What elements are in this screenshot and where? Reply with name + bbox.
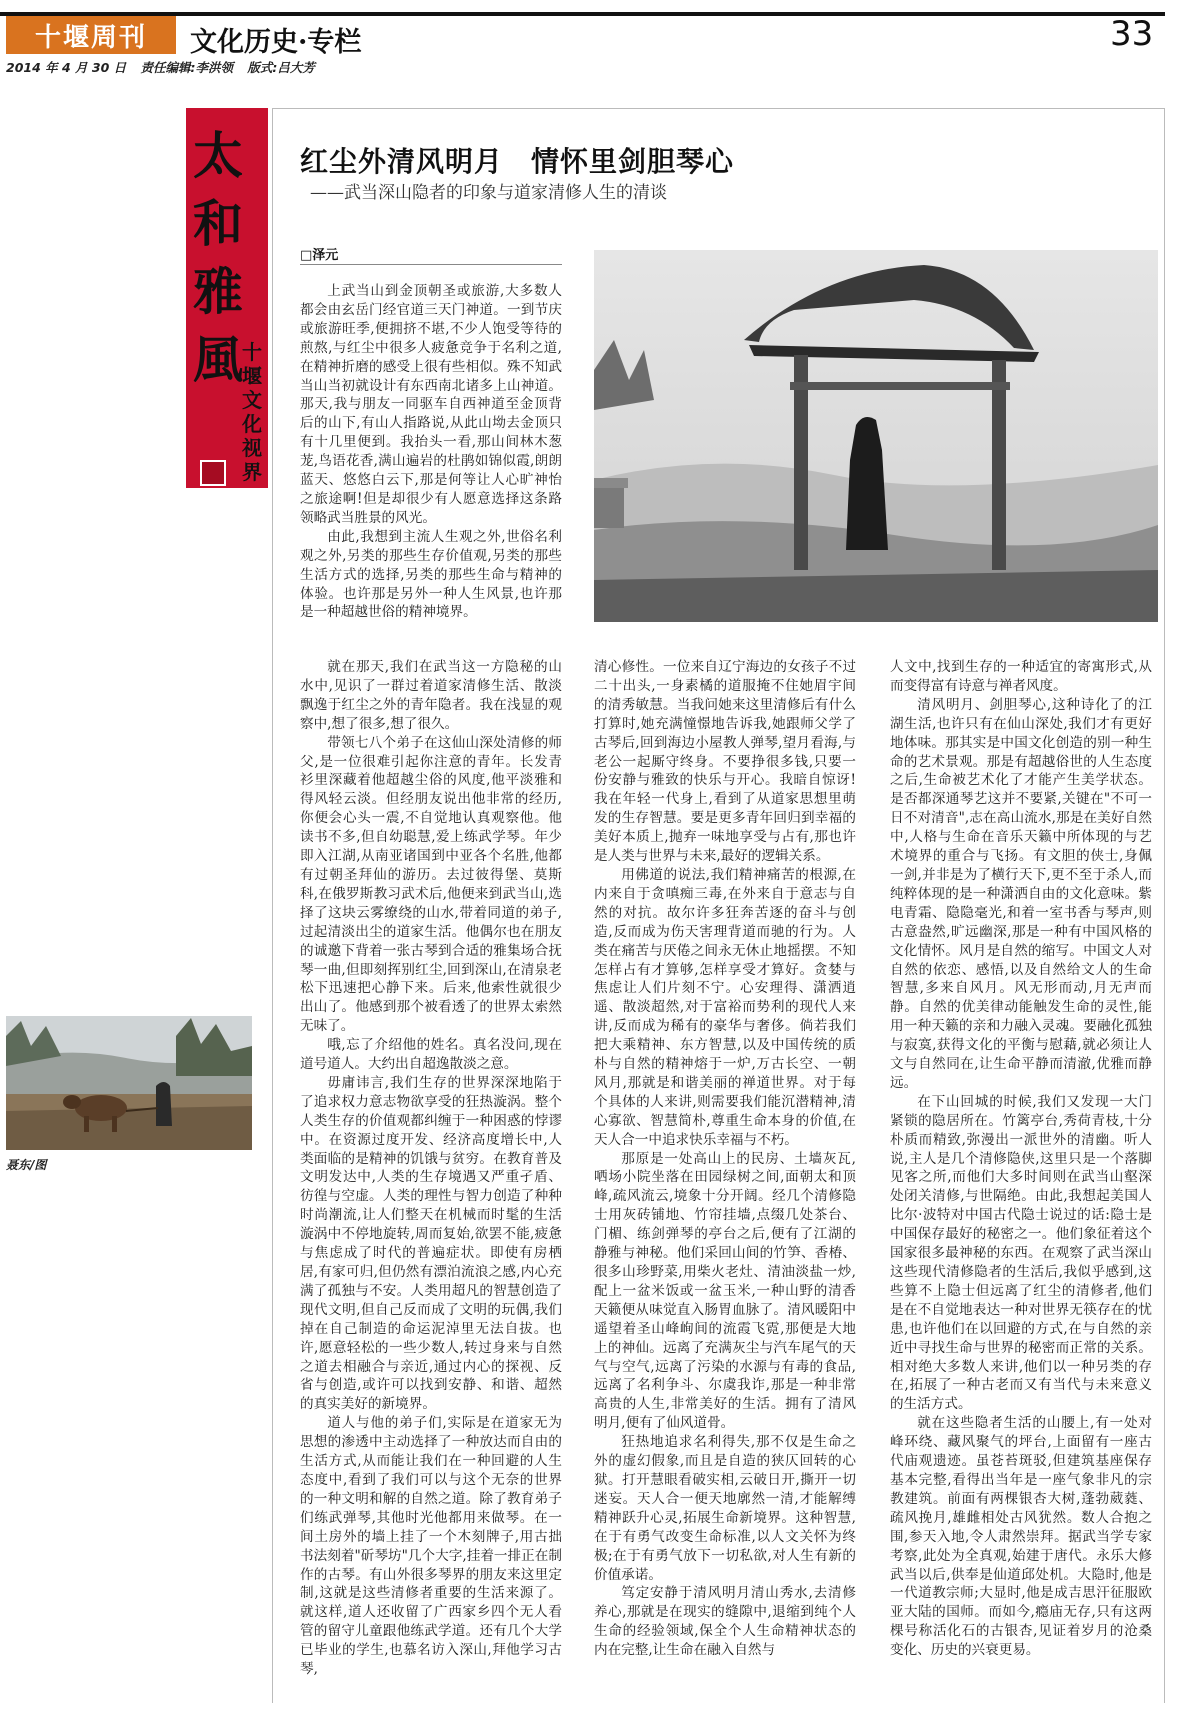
author-byline: □泽元 (300, 248, 339, 263)
photo-credit: 聂东/图 (6, 1158, 47, 1172)
article-column-1: 上武当山到金顶朝圣或旅游,大多数人都会由玄岳门经官道三天门神道。一到节庆或旅游旺季,便拥挤不堪,不少人饱受等待的煎熬,与红尘中很多人疲惫竞争于名利之道,在精神折磨的感受上很有些相似。殊不知武当山当初就设计有东西南北诸多上山神道。那天,我与朋友一同驱车自西神道至金顶背后的山下,有山人指路说,从此山坳去金顶只有十几里便到。我抬头一看,那山间林木葱茏,鸟语花香,满山遍岩的杜鹃如锦似霞,朗朗蓝天、悠悠白云下,那是何等让人心旷神怡之旅途啊!但是却很少有人愿意选择这条路领略武当胜景的风光。 由此,我想到主流人生观之外,世俗名利观之外,另类的那些生存价值观,另类的那些生活方式的选择,另类的那些生命与精神的体验。也许那是另外一种人生风景,也许那是一种超越世俗的精神境界。 (300, 283, 562, 621)
byline-divider (300, 264, 562, 265)
article-column-3: 清心修性。一位来自辽宁海边的女孩子不过二十出头,一身素橘的道服掩不住她眉宇间的清秀敏慧。当我问她来这里清修后有什么打算时,她充满憧憬地告诉我,她跟师父学了古琴后,回到海边小屋教人弹琴,望月看海,与老公一起厮守终身。不要挣很多钱,只要一份安静与雅致的快乐与开心。我暗自惊讶!我在年轻一代身上,看到了从道家思想里萌发的生存智慧。要是更多青年回归到幸福的美好本质上,抛弃一味地享受与占有,那也许是人类与世界与未来,最好的逻辑关系。 用佛道的说法,我们精神痛苦的根源,在内来自于贪嗔痴三毒,在外来自于意志与自然的对抗。故尔许多狂奔苦逐的奋斗与创造,反而成为伤天害理背道而驰的行为。人类在痛苦与厌倦之间永无休止地摇摆。不知怎样占有才算够,怎样享受才算好。贪婪与焦虑让人们片刻不宁。心安理得、潇洒逍遥、散淡超然,对于富裕而势利的现代人来讲,反而成为稀有的豪华与奢侈。倘若我们把大乘精神、东方智慧,以及中国传统的质朴与自然的精神熔于一炉,万古长空、一朝风月,那就是和谐美丽的禅道世界。对于每个具体的人来讲,则需要我们能沉潜精神,清心寡欲、智慧简朴,尊重生命本身的价值,在天人合一中追求快乐幸福与不朽。 那原是一处高山上的民房、土墙灰瓦,哂场小院坐落在田园绿树之间,面朝太和顶峰,疏风流云,境象十分开阔。经几个清修隐士用灰砖铺地、竹帘挂墙,点缀几处茶台、门楣、练剑弹琴的亭台之后,便有了江湖的静雅与神秘。他们采回山间的竹笋、香椿、很多山珍野菜,用柴火老灶、清油淡盐一炒,配上一盆米饭或一盆玉米,一种山野的清香天籁便从味觉直入肠胃血脉了。清风暖阳中遥望着圣山峰峋间的流霞飞霓,那便是大地上的神仙。远离了充满灰尘与汽车尾气的天气与空气,远离了污染的水源与有毒的食品,远离了名利争斗、尔虞我诈,那是一种非常高贵的人生,非常美好的生活。拥有了清风明月,便有了仙风道骨。 狂热地追求名利得失,那不仅是生命之外的虚幻假象,而且是自造的狭仄回转的心狱。打开慧眼看破实相,云破日开,撕开一切迷妄。天人合一便天地廓然一清,才能解缚精神跃升心灵,拓展生命新境界。这种智慧,在于有勇气改变生命标准,以人文关怀为终极;在于有勇气放下一切私欲,对人生有新的价值承诺。 笃定安静于清风明月清山秀水,去清修养心,那就是在现实的缝隙中,退缩到纯个人生命的经验领域,保全个人生命精神状态的内在完整,让生命在融入自然与 (594, 659, 856, 1659)
section-name: 文化历史·专栏 (190, 27, 362, 58)
frame-top (272, 108, 1165, 109)
paper-name: 十堰周刊 (6, 16, 176, 54)
ox-ploughing-photo (6, 1016, 252, 1150)
column-banner (186, 108, 268, 488)
editor-credit: 责任编辑:李洪领 (140, 60, 234, 75)
layout-credit: 版式:吕大芳 (247, 60, 315, 75)
frame-left (272, 108, 273, 1703)
article-column-4: 人文中,找到生存的一种适宜的寄寓形式,从而变得富有诗意与禅者风度。 清风明月、剑胆琴心,这种诗化了的江湖生活,也许只有在仙山深处,我们才有更好地体味。那其实是中国文化创造的别一种生命的艺术景观。那是有超越俗世的人生态度之后,生命被艺术化了才能产生美学状态。是否都深通琴艺这并不要紧,关键在"不可一日不对清音",志在高山流水,那是在美好自然中,人格与生命在音乐天籁中所体现的与艺术境界的重合与飞扬。有文胆的侠士,身佩一剑,并非是为了横行天下,更不至于杀人,而纯粹体现的是一种潇洒自由的文化意味。紫电青霜、隐隐毫光,和着一室书香与琴声,则古意盎然,旷远幽深,那是一种有中国风格的文化情怀。风月是自然的缩写。中国文人对自然的依恋、感悟,以及自然给文人的生命智慧,多来自风月。风无形而动,月无声而静。自然的优美律动能触发生命的灵性,能用一种天籁的亲和力融入灵魂。要融化孤独与寂寞,获得文化的平衡与慰藉,就必须让人文与自然同在,让生命平静而清澈,优雅而静远。 在下山回城的时候,我们又发现一大门紧锁的隐居所在。竹篱亭台,秀荷青枝,十分朴质而精致,弥漫出一派世外的清幽。听人说,主人是几个清修隐侠,这里只是一个落脚见客之所,而他们大多时间则在武当山壑深处闭关清修,与世隔绝。由此,我想起美国人比尔·波特对中国古代隐士说过的话:隐士是中国保存最好的秘密之一。他们象征着这个国家很多最神秘的东西。在观察了武当深山这些现代清修隐者的生活后,我似乎感到,这些算不上隐士但远离了红尘的清修者,他们是在不自觉地表达一种对世界无筷存在的忧患,也许他们在以回避的方式,在与自然的亲近中寻找生命与世界的秘密而正常的关系。相对绝大多数人来讲,他们以一种另类的存在,拓展了一种古老而又有当代与未来意义的生活方式。 就在这些隐者生活的山腰上,有一处对峰环绕、藏风聚气的坪台,上面留有一座古代庙观遗迹。虽苍苔斑驳,但建筑基座保存基本完整,看得出当年是一座气象非凡的宗教建筑。前面有两棵银杏大树,蓬勃葳蕤、疏风挽月,雄雌相处古风犹然。数人合抱之围,参天入地,令人肃然崇拜。据武当学专家考察,此处为全真观,始建于唐代。永乐大修武当以后,供奉是仙道邱处机。大隐时,他是一代道教宗师;大显时,他是成吉思汗征服欧亚大陆的国师。而如今,瘾庙无存,只有这两棵号称活化石的古银杏,见证着岁月的沧桑变化、历史的兴衰更易。 (890, 659, 1152, 1659)
issue-date: 2014 年 4 月 30 日 (6, 60, 127, 75)
article-subtitle: ——武当深山隐者的印象与道家清修人生的清谈 (310, 183, 667, 203)
column-title: 太 和 雅 風 (193, 126, 243, 389)
frame-right (1164, 108, 1165, 1703)
article-column-2: 就在那天,我们在武当这一方隐秘的山水中,见识了一群过着道家清修生活、散淡飘逸于红尘之外的青年隐者。我在浅显的观察中,想了很多,想了很久。 带领七八个弟子在这仙山深处清修的师父,是一位很难引起你注意的青年。长发青衫里深藏着他超越尘俗的风度,他平淡雅和得风轻云淡。但经朋友说出他非常的经历,你便会心头一震,不自觉地认真观察他。他读书不多,但自幼聪慧,爱上练武学琴。年少即入江湖,从南亚诸国到中亚各个名胜,他都有过朝圣拜仙的游历。去过彼得堡、莫斯科,在俄罗斯教习武术后,他便来到武当山,选择了这块云雾缭绕的山水,带着同道的弟子,过起清淡出尘的道家生活。他偶尔也在朋友的诚邀下背着一张古琴到合适的雅集场合抚琴一曲,但即刻挥别红尘,回到深山,在清泉老松下迅速把心静下来。后来,他索性就很少出山了。他感到那个被看透了的世界太索然无味了。 哦,忘了介绍他的姓名。真名没问,现在道号道人。大约出自超逸散淡之意。 毋庸讳言,我们生存的世界深深地陷于了追求权力意志物欲享受的狂热漩涡。整个人类生存的价值观都纠缠于一种困惑的悖谬中。在资源过度开发、经济高度增长中,人类面临的是精神的饥饿与贫穷。在教育普及文明发达中,人类的生存境遇又严重孑盾、彷徨与空虚。人类的理性与智力创造了种种时尚潮流,让人们整天在机械而时髦的生活漩涡中不停地旋转,周而复始,欲罢不能,疲惫与焦虑成了时代的普遍症状。即使有房栖居,有家可归,但仍然有漂泊流浪之感,内心充满了孤独与不安。人类用超凡的智慧创造了现代文明,但自己反而成了文明的玩偶,我们掉在自己制造的命运泥淖里无法自拔。也许,愿意轻松的一些少数人,转过身来与自然之道去相融合与亲近,通过内心的探视、反省与创造,或许可以找到安静、和谐、超然的真实美好的新境界。 道人与他的弟子们,实际是在道家无为思想的渗透中主动选择了一种放达而自由的生活方式,从而能让我们在一种回避的人生态度中,看到了我们可以与这个无奈的世界的一种文明和解的自然之道。除了教育弟子们练武弹琴,其他时光他都用来做琴。在一间土房外的墙上挂了一个木刻牌子,用古拙书法刻着"斫琴坊"几个大字,挂着一排正在制作的古琴。有山外很多琴界的朋友来这里定制,这就是这些清修者重要的生活来源了。就这样,道人还收留了广西家乡四个无人看管的留守儿童跟他练武学道。还有几个大学已毕业的学生,也慕名访入深山,拜他学习古琴, (300, 659, 562, 1678)
article-title: 红尘外清风明月 情怀里剑胆琴心 (300, 145, 735, 178)
issue-info (6, 58, 325, 76)
page-number: 33 (1110, 14, 1154, 54)
column-subtitle: 十 堰 文 化 视 界 (242, 340, 262, 484)
seal-stamp-icon (200, 460, 226, 486)
pavilion-photo (594, 250, 1158, 622)
